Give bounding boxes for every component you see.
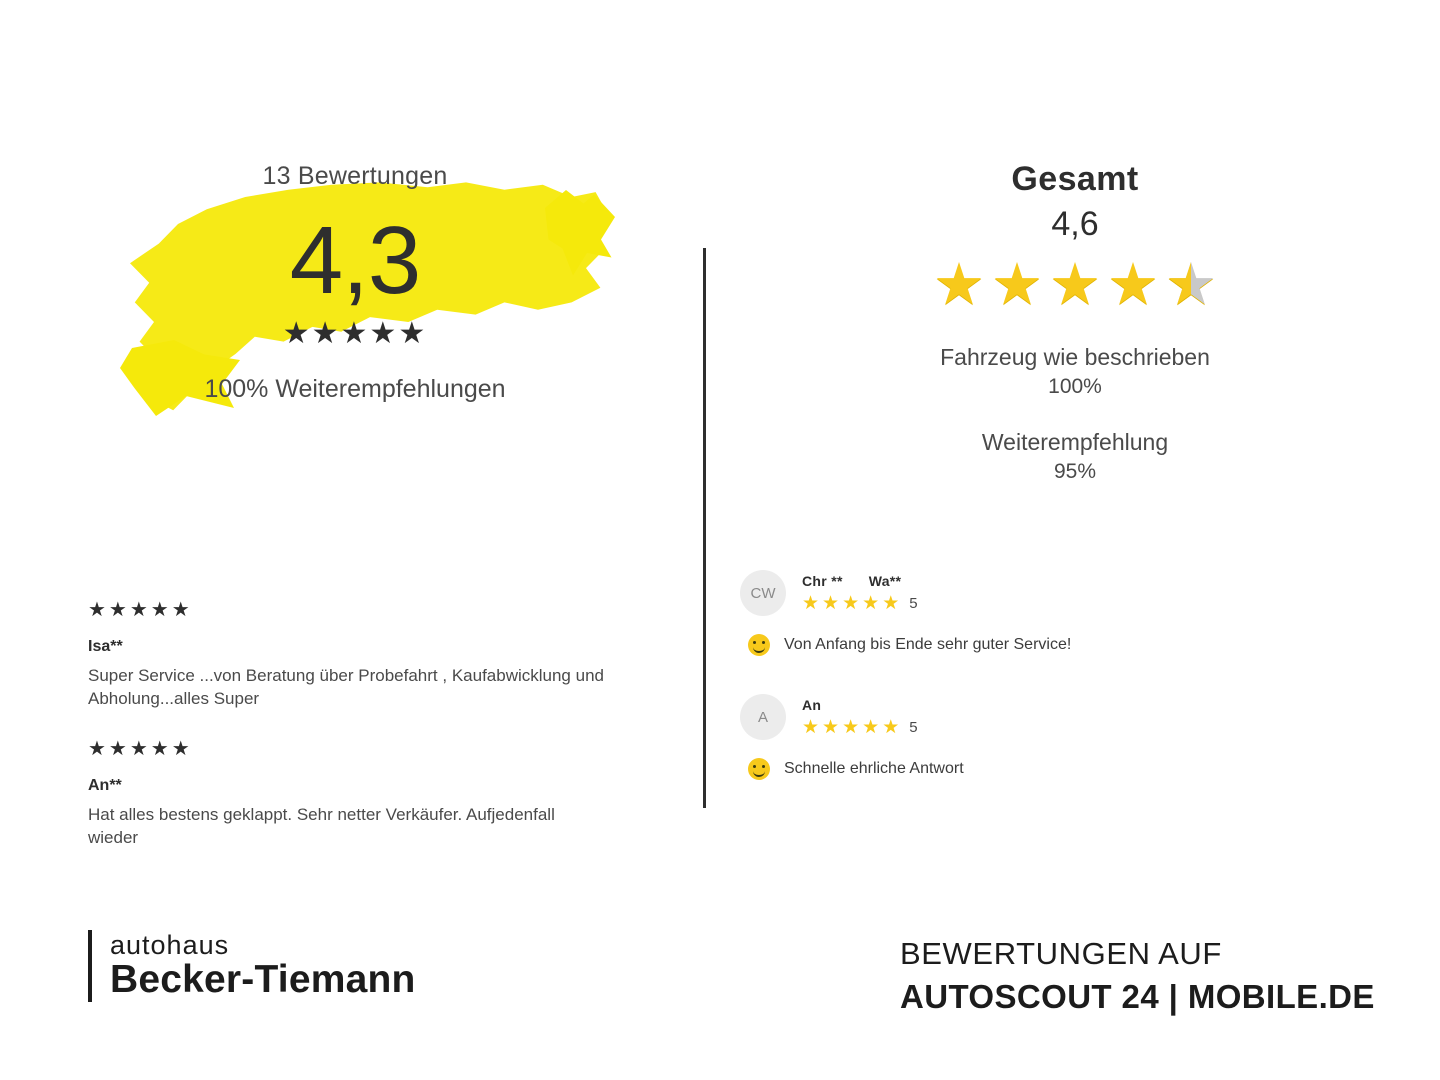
logo-text — [110, 931, 416, 1000]
review-author: Isa** — [88, 638, 123, 655]
list-item — [88, 739, 648, 850]
review-text: Super Service ...von Beratung über Probefahrt , Kaufabwicklung und Abholung...alles Super — [88, 666, 604, 709]
review-text: Hat alles bestens geklappt. Sehr netter Verkäufer. Aufjedenfall wieder — [88, 804, 555, 848]
avatar: CW — [740, 570, 786, 616]
recommendation-label: 100% Weiterempfehlungen — [204, 375, 506, 403]
star-icon: ★ — [1049, 252, 1101, 317]
review-text: Schnelle ehrliche Antwort — [784, 760, 964, 777]
star-icon: ★ — [802, 717, 820, 738]
star-icon: ★ — [882, 593, 900, 614]
review-rating-value: 5 — [909, 595, 918, 612]
metric-recommendation — [710, 429, 1440, 484]
star-icon: ★ — [842, 717, 860, 738]
review-rating-row — [802, 718, 918, 737]
right-reviews-list — [740, 570, 1380, 780]
star-icon: ★ — [802, 593, 820, 614]
list-item — [740, 694, 1380, 780]
footer-line-1: BEWERTUNGEN AUF — [900, 936, 1222, 971]
footer-line-2: AUTOSCOUT 24 | MOBILE.DE — [900, 978, 1375, 1015]
overall-score-value: 4,3 — [289, 207, 421, 314]
logo-line-2: Becker-Tiemann — [110, 957, 416, 1001]
score-text-group — [90, 162, 620, 404]
star-icon: ★ — [822, 593, 840, 614]
right-column — [710, 0, 1440, 900]
footer-source — [900, 936, 1375, 1016]
reviews-count-label: 13 Bewertungen — [262, 162, 448, 190]
list-item — [740, 570, 1380, 656]
dealer-logo — [88, 930, 416, 1002]
review-rating-row — [802, 594, 918, 613]
star-icon: ★ — [1107, 252, 1159, 317]
review-meta — [802, 573, 918, 613]
star-icon: ★ — [933, 252, 985, 317]
dark-star-half: ★ — [398, 317, 428, 350]
overall-title: Gesamt — [1011, 160, 1139, 198]
half-star-icon: ★ ★ — [1165, 256, 1217, 314]
review-author-group — [802, 697, 918, 713]
review-rating-value: 5 — [909, 719, 918, 736]
avatar: A — [740, 694, 786, 740]
gold-star-rating — [710, 252, 1440, 317]
metric-label: Weiterempfehlung — [981, 429, 1169, 455]
review-header — [740, 570, 1380, 616]
review-body — [748, 758, 1380, 780]
review-author-group — [802, 573, 918, 589]
star-icon: ★ — [882, 717, 900, 738]
review-stars: ★★★★★ — [88, 737, 193, 760]
logo-bar — [88, 930, 92, 1002]
metric-value: 95% — [1053, 460, 1097, 483]
review-author: An** — [88, 776, 122, 794]
metric-label: Fahrzeug wie beschrieben — [940, 344, 1210, 370]
star-icon: ★ — [862, 717, 880, 738]
review-text: Von Anfang bis Ende sehr guter Service! — [784, 636, 1072, 653]
review-author-first: Chr ** — [802, 573, 843, 589]
review-author-first: An — [802, 697, 822, 713]
metric-vehicle-as-described — [710, 344, 1440, 399]
list-item — [88, 600, 648, 711]
overall-score: 4,6 — [1051, 205, 1099, 243]
star-icon: ★ — [822, 717, 840, 738]
smiley-icon — [748, 634, 770, 656]
star-icon: ★ — [842, 593, 860, 614]
review-author-second: Wa** — [868, 573, 902, 589]
column-divider — [703, 248, 706, 808]
review-header — [740, 694, 1380, 740]
dark-stars-full: ★★★★ — [282, 317, 399, 350]
metric-value: 100% — [1048, 375, 1102, 398]
review-stars: ★★★★★ — [88, 599, 193, 621]
score-highlight-block — [90, 140, 620, 450]
review-body — [748, 634, 1380, 656]
smiley-icon — [748, 758, 770, 780]
star-icon: ★ — [991, 252, 1043, 317]
star-icon: ★ — [862, 593, 880, 614]
logo-line-1: autohaus — [110, 930, 230, 961]
review-meta — [802, 697, 918, 737]
dark-star-rating — [90, 319, 620, 349]
left-reviews-list — [88, 600, 648, 850]
left-column — [0, 0, 700, 900]
